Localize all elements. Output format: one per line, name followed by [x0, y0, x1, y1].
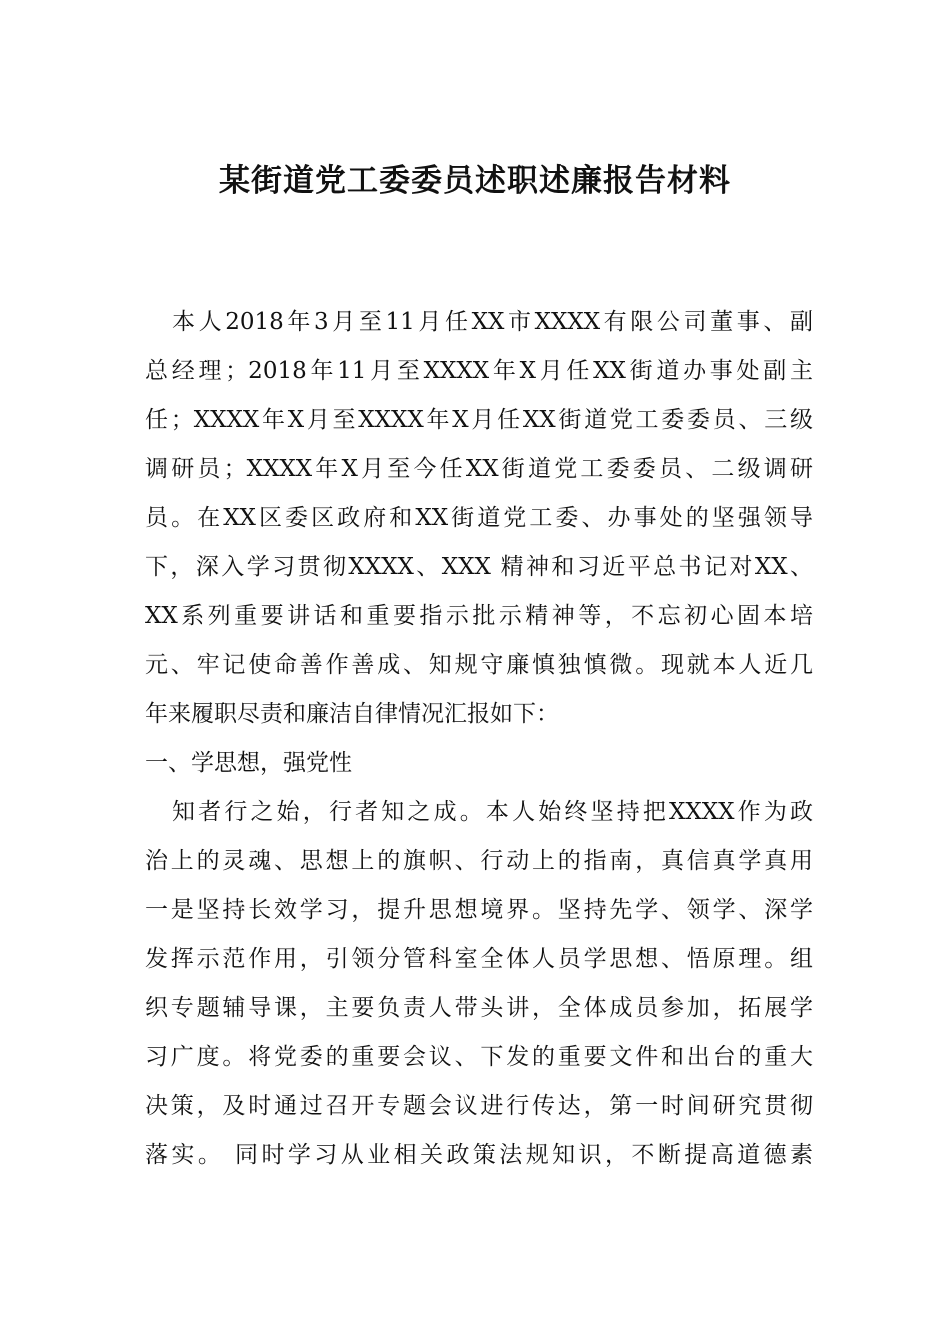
body-text-line: 织专题辅导课，主要负责人带头讲，全体成员参加，拓展学 [145, 995, 813, 1021]
section-heading: 一、学思想，强党性 [145, 750, 352, 776]
document-title: 某街道党工委委员述职述廉报告材料 [219, 163, 731, 199]
body-text-line: 年来履职尽责和廉洁自律情况汇报如下： [145, 701, 559, 727]
body-text-line: 发挥示范作用，引领分管科室全体人员学思想、悟原理。组 [145, 946, 813, 972]
body-text-line: 调研员；XXXX年X月至今任XX街道党工委委员、二级调研 [145, 456, 813, 482]
body-text-line: 习广度。将党委的重要会议、下发的重要文件和出台的重大 [145, 1044, 813, 1070]
body-text-line: 任；XXXX年X月至XXXX年X月任XX街道党工委委员、三级 [145, 407, 813, 433]
body-text-line: XX系列重要讲话和重要指示批示精神等，不忘初心固本培 [145, 603, 813, 629]
body-text-line: 决策，及时通过召开专题会议进行传达，第一时间研究贯彻 [145, 1093, 813, 1119]
body-text-line: 落实。 同时学习从业相关政策法规知识，不断提高道德素 [145, 1142, 813, 1168]
body-text-line: 治上的灵魂、思想上的旗帜、行动上的指南，真信真学真用 [145, 848, 813, 874]
document-body [145, 298, 813, 1180]
body-text-line: 元、牢记使命善作善成、知规守廉慎独慎微。现就本人近几 [145, 652, 813, 678]
body-text-line: 员。在XX区委区政府和XX街道党工委、办事处的坚强领导 [145, 505, 813, 531]
body-text-line: 一是坚持长效学习，提升思想境界。坚持先学、领学、深学 [145, 897, 813, 923]
body-text-line: 知者行之始，行者知之成。本人始终坚持把XXXX作为政 [172, 799, 813, 825]
body-text-line: 总经理；2018年11月至XXXX年X月任XX街道办事处副主 [145, 358, 813, 384]
body-text-line: 本人2018年3月至11月任XX市XXXX有限公司董事、副 [172, 309, 813, 335]
body-text-line: 下，深入学习贯彻XXXX、XXX 精神和习近平总书记对XX、 [145, 554, 813, 580]
